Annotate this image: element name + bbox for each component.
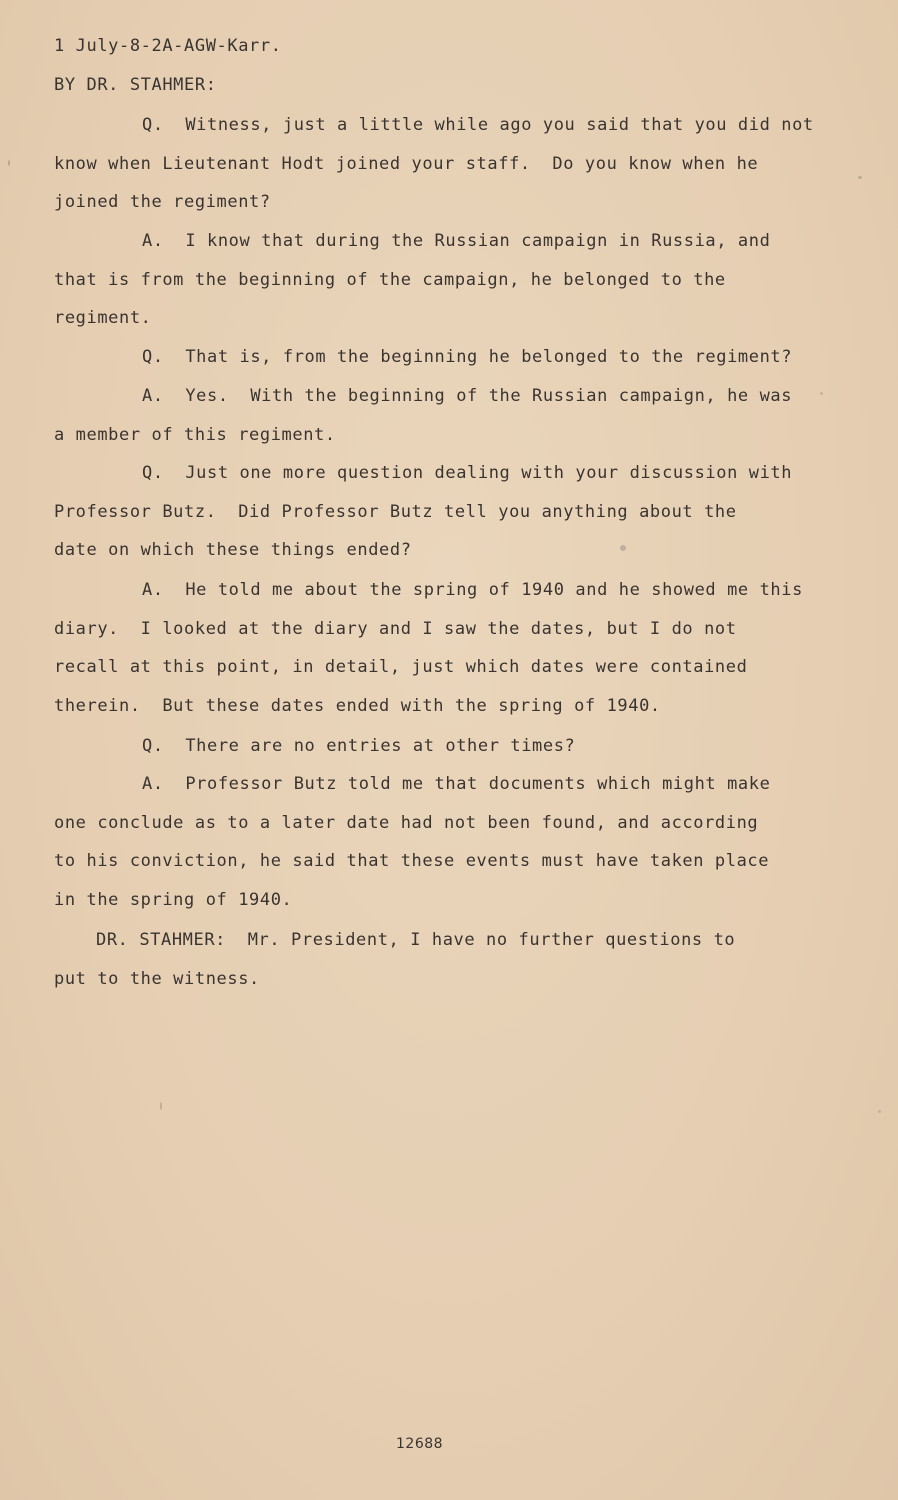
text-line: therein. But these dates ended with the spring of 1940. (54, 696, 661, 717)
text-line: one conclude as to a later date had not been found, and according (54, 812, 759, 833)
text-line: Q. Witness, just a little while ago you said that you did not (142, 115, 814, 135)
text-line: regiment. (54, 308, 152, 329)
text-line: put to the witness. (54, 968, 260, 989)
question-paragraph (54, 736, 844, 775)
answer-paragraph (54, 580, 844, 735)
answer-paragraph (54, 774, 844, 929)
page-number: 12688 (396, 1436, 444, 1452)
text-line: Q. There are no entries at other times? (142, 736, 576, 756)
text-line: A. Yes. With the beginning of the Russian campaign, he was (142, 386, 793, 406)
text-line: Professor Butz. Did Professor Butz tell you anything about the (54, 501, 737, 522)
text-line: A. I know that during the Russian campaign in Russia, and (142, 231, 771, 251)
question-paragraph (54, 115, 844, 231)
text-line: A. He told me about the spring of 1940 and he showed me this (142, 580, 803, 600)
answer-paragraph (54, 386, 844, 463)
answer-paragraph (54, 231, 844, 347)
text-line: Q. Just one more question dealing with your discussion with (142, 463, 793, 483)
text-line: Q. That is, from the beginning he belonged to the regiment? (142, 347, 793, 367)
text-line: to his conviction, he said that these events must have taken place (54, 851, 770, 872)
text-line: recall at this point, in detail, just which dates were contained (54, 657, 748, 678)
text-line: A. Professor Butz told me that documents which might make (142, 774, 771, 794)
question-paragraph (54, 347, 844, 386)
text-line: DR. STAHMER: Mr. President, I have no further questions to (96, 930, 736, 950)
text-line: diary. I looked at the diary and I saw the dates, but I do not (54, 618, 737, 639)
text-line: a member of this regiment. (54, 424, 336, 445)
examiner-heading: BY DR. STAHMER: (54, 75, 217, 95)
question-paragraph (54, 463, 844, 579)
text-line: that is from the beginning of the campaign, he belonged to the (54, 269, 726, 290)
file-reference: 1 July-8-2A-AGW-Karr. (54, 36, 282, 56)
text-line: joined the regiment? (54, 192, 271, 213)
closing-statement (54, 930, 844, 1007)
text-line: in the spring of 1940. (54, 890, 293, 911)
text-line: know when Lieutenant Hodt joined your staff. Do you know when he (54, 153, 759, 174)
text-line: date on which these things ended? (54, 540, 412, 561)
